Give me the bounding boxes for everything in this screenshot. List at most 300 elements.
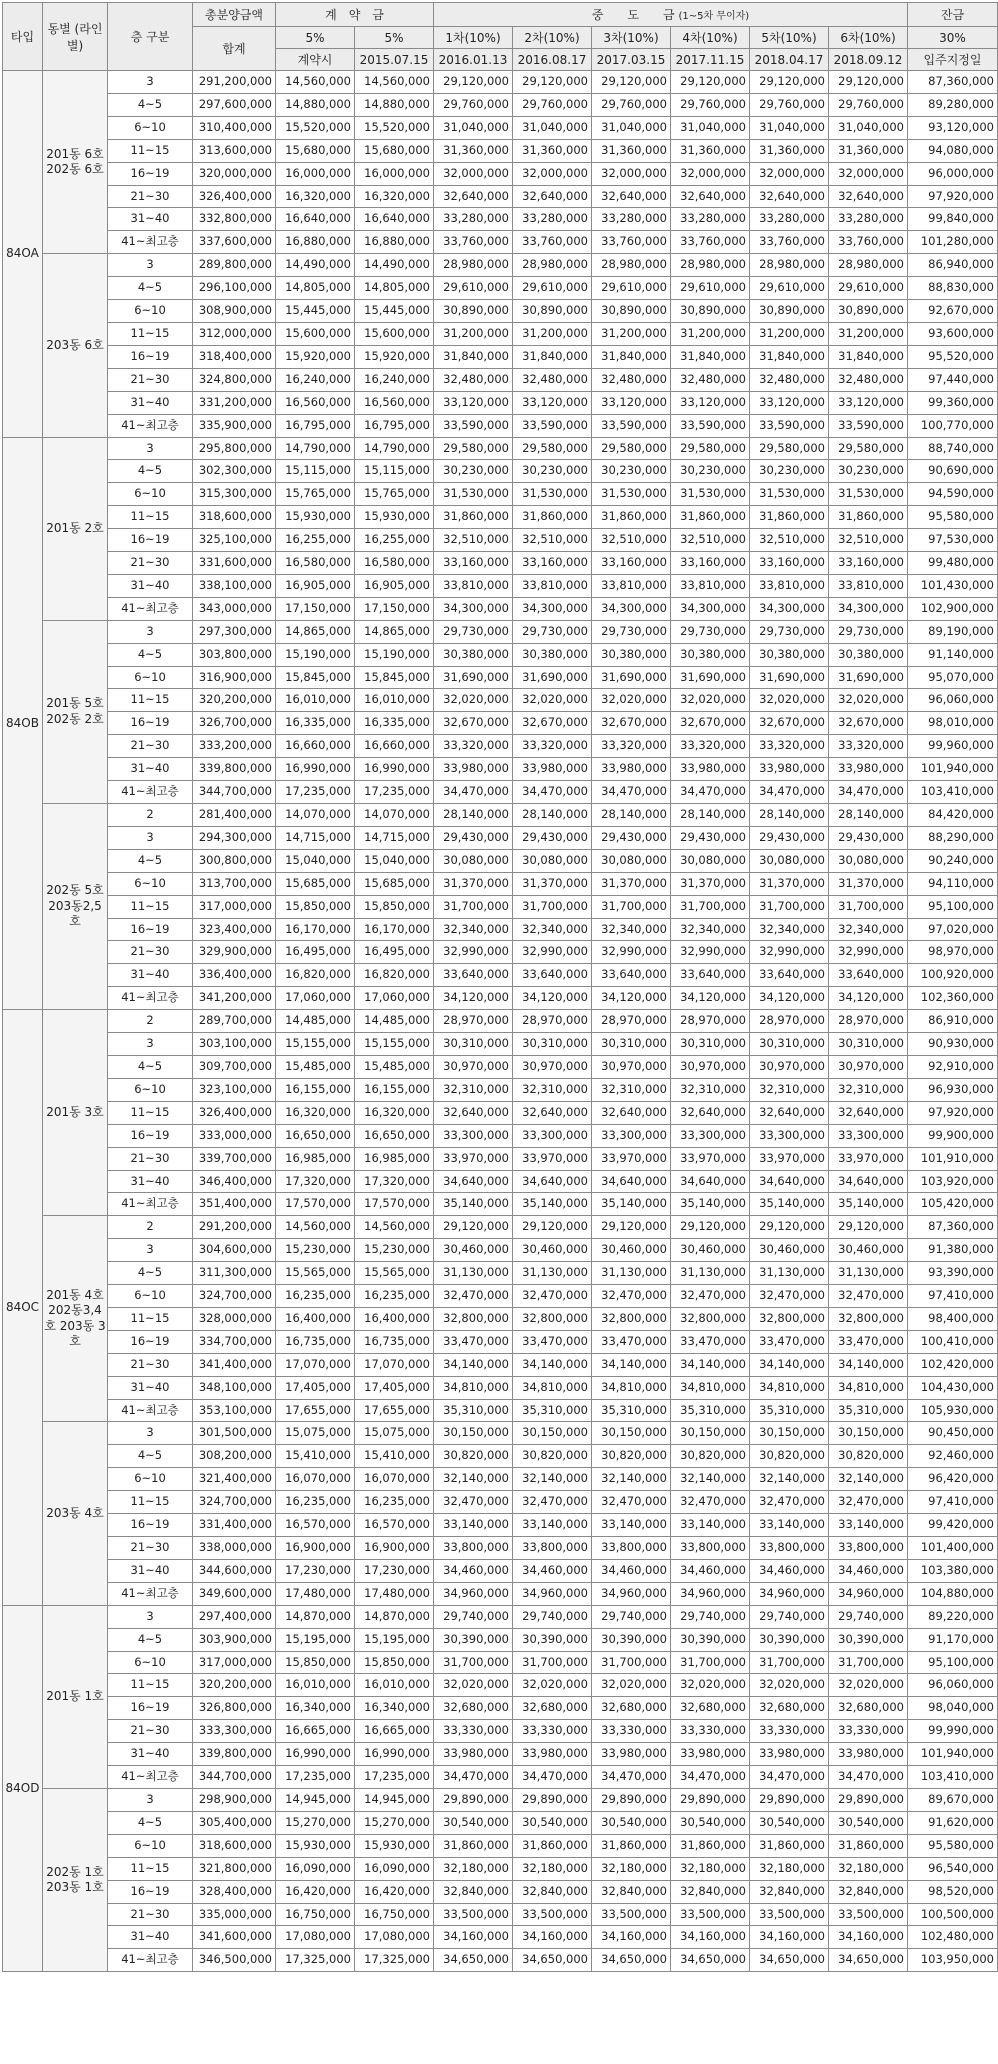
amount-cell: 32,020,000 <box>592 1674 671 1697</box>
amount-cell: 33,140,000 <box>750 1514 829 1537</box>
amount-cell: 33,800,000 <box>829 1537 908 1560</box>
amount-cell: 33,120,000 <box>829 391 908 414</box>
amount-cell: 15,930,000 <box>276 1834 355 1857</box>
amount-cell: 97,020,000 <box>908 918 998 941</box>
amount-cell: 333,000,000 <box>193 1124 276 1147</box>
amount-cell: 102,360,000 <box>908 987 998 1010</box>
amount-cell: 32,470,000 <box>434 1285 513 1308</box>
amount-cell: 97,440,000 <box>908 368 998 391</box>
header-interim-date: 2016.08.17 <box>513 49 592 71</box>
amount-cell: 34,470,000 <box>671 1766 750 1789</box>
amount-cell: 34,460,000 <box>513 1559 592 1582</box>
table-row <box>3 689 998 712</box>
amount-cell: 33,590,000 <box>513 414 592 437</box>
amount-cell: 29,580,000 <box>750 437 829 460</box>
amount-cell: 28,980,000 <box>513 254 592 277</box>
amount-cell: 17,570,000 <box>276 1193 355 1216</box>
amount-cell: 14,945,000 <box>355 1788 434 1811</box>
amount-cell: 91,140,000 <box>908 643 998 666</box>
amount-cell: 17,655,000 <box>276 1399 355 1422</box>
amount-cell: 35,140,000 <box>750 1193 829 1216</box>
amount-cell: 34,140,000 <box>829 1353 908 1376</box>
amount-cell: 30,460,000 <box>671 1239 750 1262</box>
amount-cell: 33,500,000 <box>750 1903 829 1926</box>
amount-cell: 33,970,000 <box>592 1147 671 1170</box>
amount-cell: 34,140,000 <box>671 1353 750 1376</box>
amount-cell: 341,600,000 <box>193 1926 276 1949</box>
amount-cell: 17,570,000 <box>355 1193 434 1216</box>
amount-cell: 33,800,000 <box>671 1537 750 1560</box>
amount-cell: 15,410,000 <box>276 1445 355 1468</box>
amount-cell: 31,130,000 <box>513 1262 592 1285</box>
amount-cell: 32,020,000 <box>829 1674 908 1697</box>
amount-cell: 32,840,000 <box>592 1880 671 1903</box>
amount-cell: 15,845,000 <box>355 666 434 689</box>
amount-cell: 32,840,000 <box>829 1880 908 1903</box>
amount-cell: 281,400,000 <box>193 804 276 827</box>
amount-cell: 34,160,000 <box>513 1926 592 1949</box>
amount-cell: 32,990,000 <box>434 941 513 964</box>
amount-cell: 33,280,000 <box>592 208 671 231</box>
header-interim-label: 4차(10%) <box>671 27 750 49</box>
amount-cell: 15,040,000 <box>355 849 434 872</box>
floor-cell: 6~10 <box>108 666 193 689</box>
amount-cell: 30,970,000 <box>671 1055 750 1078</box>
amount-cell: 33,330,000 <box>829 1720 908 1743</box>
amount-cell: 15,190,000 <box>276 643 355 666</box>
floor-cell: 21~30 <box>108 1147 193 1170</box>
amount-cell: 17,235,000 <box>355 1766 434 1789</box>
amount-cell: 32,340,000 <box>434 918 513 941</box>
building-cell: 201동 6호 202동 6호 <box>43 71 108 254</box>
amount-cell: 16,900,000 <box>355 1537 434 1560</box>
amount-cell: 29,890,000 <box>592 1788 671 1811</box>
floor-cell: 2 <box>108 1010 193 1033</box>
amount-cell: 30,230,000 <box>513 460 592 483</box>
amount-cell: 16,010,000 <box>276 1674 355 1697</box>
amount-cell: 28,140,000 <box>513 804 592 827</box>
table-row <box>3 1262 998 1285</box>
amount-cell: 33,980,000 <box>829 758 908 781</box>
amount-cell: 34,460,000 <box>434 1559 513 1582</box>
amount-cell: 15,930,000 <box>355 506 434 529</box>
amount-cell: 15,485,000 <box>355 1055 434 1078</box>
amount-cell: 33,140,000 <box>434 1514 513 1537</box>
amount-cell: 28,140,000 <box>671 804 750 827</box>
amount-cell: 34,960,000 <box>829 1582 908 1605</box>
floor-cell: 6~10 <box>108 300 193 323</box>
amount-cell: 33,970,000 <box>750 1147 829 1170</box>
floor-cell: 11~15 <box>108 322 193 345</box>
amount-cell: 30,310,000 <box>829 1033 908 1056</box>
table-row <box>3 1078 998 1101</box>
floor-cell: 11~15 <box>108 1307 193 1330</box>
amount-cell: 305,400,000 <box>193 1811 276 1834</box>
amount-cell: 33,160,000 <box>829 552 908 575</box>
amount-cell: 331,200,000 <box>193 391 276 414</box>
amount-cell: 34,140,000 <box>513 1353 592 1376</box>
amount-cell: 96,060,000 <box>908 689 998 712</box>
amount-cell: 33,120,000 <box>513 391 592 414</box>
amount-cell: 100,920,000 <box>908 964 998 987</box>
amount-cell: 14,560,000 <box>276 71 355 94</box>
table-row <box>3 1811 998 1834</box>
amount-cell: 16,235,000 <box>355 1491 434 1514</box>
amount-cell: 16,905,000 <box>355 574 434 597</box>
amount-cell: 33,640,000 <box>592 964 671 987</box>
amount-cell: 17,480,000 <box>276 1582 355 1605</box>
amount-cell: 31,690,000 <box>671 666 750 689</box>
amount-cell: 17,405,000 <box>276 1376 355 1399</box>
amount-cell: 34,470,000 <box>592 781 671 804</box>
amount-cell: 14,490,000 <box>276 254 355 277</box>
amount-cell: 32,340,000 <box>513 918 592 941</box>
table-row <box>3 1628 998 1651</box>
amount-cell: 33,760,000 <box>513 231 592 254</box>
amount-cell: 31,700,000 <box>592 1651 671 1674</box>
table-row <box>3 1766 998 1789</box>
amount-cell: 95,070,000 <box>908 666 998 689</box>
amount-cell: 15,155,000 <box>276 1033 355 1056</box>
amount-cell: 28,980,000 <box>671 254 750 277</box>
amount-cell: 31,700,000 <box>829 1651 908 1674</box>
amount-cell: 15,230,000 <box>355 1239 434 1262</box>
amount-cell: 28,970,000 <box>750 1010 829 1033</box>
amount-cell: 31,840,000 <box>434 345 513 368</box>
amount-cell: 34,120,000 <box>829 987 908 1010</box>
amount-cell: 338,100,000 <box>193 574 276 597</box>
table-row <box>3 597 998 620</box>
amount-cell: 34,960,000 <box>513 1582 592 1605</box>
amount-cell: 30,230,000 <box>829 460 908 483</box>
floor-cell: 21~30 <box>108 1353 193 1376</box>
amount-cell: 28,140,000 <box>434 804 513 827</box>
amount-cell: 15,930,000 <box>276 506 355 529</box>
amount-cell: 16,090,000 <box>355 1857 434 1880</box>
floor-cell: 3 <box>108 71 193 94</box>
amount-cell: 16,340,000 <box>355 1697 434 1720</box>
header-type: 타입 <box>3 3 43 71</box>
amount-cell: 291,200,000 <box>193 71 276 94</box>
amount-cell: 86,940,000 <box>908 254 998 277</box>
floor-cell: 31~40 <box>108 964 193 987</box>
amount-cell: 15,600,000 <box>355 322 434 345</box>
amount-cell: 14,485,000 <box>276 1010 355 1033</box>
amount-cell: 16,990,000 <box>276 1743 355 1766</box>
amount-cell: 33,590,000 <box>671 414 750 437</box>
amount-cell: 344,600,000 <box>193 1559 276 1582</box>
amount-cell: 31,700,000 <box>671 1651 750 1674</box>
floor-cell: 3 <box>108 620 193 643</box>
table-row <box>3 964 998 987</box>
amount-cell: 310,400,000 <box>193 116 276 139</box>
amount-cell: 33,980,000 <box>434 1743 513 1766</box>
floor-cell: 4~5 <box>108 460 193 483</box>
amount-cell: 31,130,000 <box>592 1262 671 1285</box>
amount-cell: 90,690,000 <box>908 460 998 483</box>
amount-cell: 32,510,000 <box>592 529 671 552</box>
floor-cell: 4~5 <box>108 1445 193 1468</box>
amount-cell: 32,180,000 <box>750 1857 829 1880</box>
table-row <box>3 1147 998 1170</box>
floor-cell: 4~5 <box>108 643 193 666</box>
amount-cell: 30,080,000 <box>671 849 750 872</box>
amount-cell: 33,800,000 <box>513 1537 592 1560</box>
table-row <box>3 1697 998 1720</box>
header-interim-date: 2018.09.12 <box>829 49 908 71</box>
amount-cell: 32,020,000 <box>750 1674 829 1697</box>
amount-cell: 29,580,000 <box>592 437 671 460</box>
amount-cell: 16,255,000 <box>355 529 434 552</box>
amount-cell: 328,000,000 <box>193 1307 276 1330</box>
amount-cell: 28,140,000 <box>750 804 829 827</box>
table-row <box>3 1101 998 1124</box>
amount-cell: 30,970,000 <box>829 1055 908 1078</box>
floor-cell: 4~5 <box>108 1811 193 1834</box>
amount-cell: 34,810,000 <box>750 1376 829 1399</box>
table-row <box>3 666 998 689</box>
amount-cell: 33,970,000 <box>671 1147 750 1170</box>
amount-cell: 34,160,000 <box>829 1926 908 1949</box>
floor-cell: 11~15 <box>108 1857 193 1880</box>
building-cell: 201동 3호 <box>43 1010 108 1216</box>
building-cell: 201동 5호 202동 2호 <box>43 620 108 803</box>
amount-cell: 14,715,000 <box>355 826 434 849</box>
amount-cell: 31,360,000 <box>829 139 908 162</box>
amount-cell: 16,560,000 <box>276 391 355 414</box>
amount-cell: 17,325,000 <box>355 1949 434 1972</box>
amount-cell: 31,530,000 <box>829 483 908 506</box>
amount-cell: 32,140,000 <box>513 1468 592 1491</box>
amount-cell: 33,300,000 <box>671 1124 750 1147</box>
amount-cell: 33,300,000 <box>750 1124 829 1147</box>
amount-cell: 30,890,000 <box>592 300 671 323</box>
amount-cell: 16,735,000 <box>276 1330 355 1353</box>
amount-cell: 32,470,000 <box>592 1491 671 1514</box>
amount-cell: 93,390,000 <box>908 1262 998 1285</box>
floor-cell: 21~30 <box>108 552 193 575</box>
amount-cell: 29,730,000 <box>434 620 513 643</box>
amount-cell: 96,000,000 <box>908 162 998 185</box>
amount-cell: 33,810,000 <box>750 574 829 597</box>
amount-cell: 14,070,000 <box>355 804 434 827</box>
amount-cell: 34,300,000 <box>750 597 829 620</box>
amount-cell: 15,115,000 <box>355 460 434 483</box>
amount-cell: 33,590,000 <box>592 414 671 437</box>
amount-cell: 34,810,000 <box>434 1376 513 1399</box>
amount-cell: 33,760,000 <box>750 231 829 254</box>
amount-cell: 16,400,000 <box>276 1307 355 1330</box>
amount-cell: 300,800,000 <box>193 849 276 872</box>
table-row <box>3 368 998 391</box>
amount-cell: 15,230,000 <box>276 1239 355 1262</box>
amount-cell: 15,565,000 <box>276 1262 355 1285</box>
amount-cell: 33,980,000 <box>592 758 671 781</box>
amount-cell: 343,000,000 <box>193 597 276 620</box>
amount-cell: 29,120,000 <box>434 71 513 94</box>
amount-cell: 30,230,000 <box>434 460 513 483</box>
building-cell: 202동 1호 203동 1호 <box>43 1788 108 1971</box>
amount-cell: 30,820,000 <box>750 1445 829 1468</box>
amount-cell: 30,230,000 <box>671 460 750 483</box>
amount-cell: 31,040,000 <box>592 116 671 139</box>
amount-cell: 35,310,000 <box>513 1399 592 1422</box>
amount-cell: 33,980,000 <box>434 758 513 781</box>
floor-cell: 16~19 <box>108 918 193 941</box>
amount-cell: 341,400,000 <box>193 1353 276 1376</box>
amount-cell: 33,810,000 <box>434 574 513 597</box>
amount-cell: 30,540,000 <box>671 1811 750 1834</box>
amount-cell: 16,880,000 <box>276 231 355 254</box>
table-body <box>3 71 998 1972</box>
floor-cell: 3 <box>108 437 193 460</box>
amount-cell: 32,020,000 <box>434 1674 513 1697</box>
amount-cell: 97,530,000 <box>908 529 998 552</box>
table-row <box>3 1720 998 1743</box>
amount-cell: 33,470,000 <box>592 1330 671 1353</box>
amount-cell: 32,340,000 <box>829 918 908 941</box>
header-balance-pct: 30% <box>908 27 998 49</box>
amount-cell: 99,840,000 <box>908 208 998 231</box>
amount-cell: 32,840,000 <box>671 1880 750 1903</box>
amount-cell: 32,480,000 <box>592 368 671 391</box>
floor-cell: 11~15 <box>108 139 193 162</box>
floor-cell: 41~최고층 <box>108 987 193 1010</box>
amount-cell: 15,685,000 <box>355 872 434 895</box>
amount-cell: 33,160,000 <box>671 552 750 575</box>
amount-cell: 33,140,000 <box>671 1514 750 1537</box>
amount-cell: 99,480,000 <box>908 552 998 575</box>
amount-cell: 29,740,000 <box>750 1605 829 1628</box>
amount-cell: 320,200,000 <box>193 1674 276 1697</box>
amount-cell: 92,670,000 <box>908 300 998 323</box>
amount-cell: 30,380,000 <box>750 643 829 666</box>
table-row <box>3 437 998 460</box>
table-row <box>3 1216 998 1239</box>
amount-cell: 89,670,000 <box>908 1788 998 1811</box>
amount-cell: 294,300,000 <box>193 826 276 849</box>
amount-cell: 16,750,000 <box>355 1903 434 1926</box>
amount-cell: 32,840,000 <box>750 1880 829 1903</box>
amount-cell: 103,410,000 <box>908 1766 998 1789</box>
amount-cell: 321,400,000 <box>193 1468 276 1491</box>
floor-cell: 41~최고층 <box>108 1949 193 1972</box>
floor-cell: 41~최고층 <box>108 781 193 804</box>
amount-cell: 34,120,000 <box>671 987 750 1010</box>
amount-cell: 33,800,000 <box>592 1537 671 1560</box>
amount-cell: 34,810,000 <box>592 1376 671 1399</box>
floor-cell: 21~30 <box>108 1720 193 1743</box>
amount-cell: 34,650,000 <box>513 1949 592 1972</box>
amount-cell: 14,805,000 <box>355 277 434 300</box>
amount-cell: 88,740,000 <box>908 437 998 460</box>
floor-cell: 41~최고층 <box>108 414 193 437</box>
amount-cell: 32,680,000 <box>750 1697 829 1720</box>
amount-cell: 17,655,000 <box>355 1399 434 1422</box>
amount-cell: 15,195,000 <box>355 1628 434 1651</box>
amount-cell: 33,470,000 <box>829 1330 908 1353</box>
amount-cell: 31,860,000 <box>829 1834 908 1857</box>
floor-cell: 31~40 <box>108 1926 193 1949</box>
amount-cell: 32,990,000 <box>592 941 671 964</box>
amount-cell: 33,330,000 <box>671 1720 750 1743</box>
amount-cell: 102,480,000 <box>908 1926 998 1949</box>
table-row <box>3 391 998 414</box>
floor-cell: 16~19 <box>108 1880 193 1903</box>
amount-cell: 34,300,000 <box>513 597 592 620</box>
floor-cell: 6~10 <box>108 1651 193 1674</box>
amount-cell: 32,670,000 <box>434 712 513 735</box>
amount-cell: 14,790,000 <box>276 437 355 460</box>
amount-cell: 34,140,000 <box>592 1353 671 1376</box>
amount-cell: 32,670,000 <box>750 712 829 735</box>
floor-cell: 31~40 <box>108 1376 193 1399</box>
floor-cell: 16~19 <box>108 1697 193 1720</box>
amount-cell: 32,640,000 <box>829 185 908 208</box>
table-row <box>3 804 998 827</box>
amount-cell: 32,020,000 <box>434 689 513 712</box>
amount-cell: 29,610,000 <box>434 277 513 300</box>
floor-cell: 3 <box>108 1422 193 1445</box>
amount-cell: 29,740,000 <box>671 1605 750 1628</box>
amount-cell: 32,180,000 <box>829 1857 908 1880</box>
amount-cell: 35,140,000 <box>513 1193 592 1216</box>
floor-cell: 41~최고층 <box>108 1582 193 1605</box>
amount-cell: 34,640,000 <box>513 1170 592 1193</box>
amount-cell: 15,155,000 <box>355 1033 434 1056</box>
amount-cell: 100,770,000 <box>908 414 998 437</box>
amount-cell: 16,320,000 <box>276 1101 355 1124</box>
amount-cell: 16,820,000 <box>276 964 355 987</box>
amount-cell: 30,540,000 <box>592 1811 671 1834</box>
amount-cell: 32,640,000 <box>434 1101 513 1124</box>
amount-cell: 346,400,000 <box>193 1170 276 1193</box>
amount-cell: 14,880,000 <box>276 93 355 116</box>
amount-cell: 302,300,000 <box>193 460 276 483</box>
amount-cell: 32,020,000 <box>513 1674 592 1697</box>
amount-cell: 326,800,000 <box>193 1697 276 1720</box>
amount-cell: 33,640,000 <box>513 964 592 987</box>
amount-cell: 34,300,000 <box>434 597 513 620</box>
amount-cell: 32,340,000 <box>750 918 829 941</box>
amount-cell: 32,670,000 <box>513 712 592 735</box>
amount-cell: 32,000,000 <box>513 162 592 185</box>
amount-cell: 16,320,000 <box>355 1101 434 1124</box>
amount-cell: 88,290,000 <box>908 826 998 849</box>
amount-cell: 33,590,000 <box>829 414 908 437</box>
amount-cell: 16,010,000 <box>276 689 355 712</box>
amount-cell: 298,900,000 <box>193 1788 276 1811</box>
amount-cell: 297,300,000 <box>193 620 276 643</box>
amount-cell: 33,980,000 <box>750 758 829 781</box>
amount-cell: 31,860,000 <box>750 506 829 529</box>
amount-cell: 32,680,000 <box>829 1697 908 1720</box>
amount-cell: 33,980,000 <box>671 758 750 781</box>
amount-cell: 16,560,000 <box>355 391 434 414</box>
amount-cell: 16,640,000 <box>355 208 434 231</box>
amount-cell: 34,470,000 <box>671 781 750 804</box>
amount-cell: 16,235,000 <box>276 1285 355 1308</box>
amount-cell: 353,100,000 <box>193 1399 276 1422</box>
amount-cell: 34,300,000 <box>592 597 671 620</box>
amount-cell: 34,120,000 <box>434 987 513 1010</box>
amount-cell: 16,660,000 <box>355 735 434 758</box>
amount-cell: 320,000,000 <box>193 162 276 185</box>
amount-cell: 31,700,000 <box>829 895 908 918</box>
amount-cell: 32,800,000 <box>513 1307 592 1330</box>
amount-cell: 32,680,000 <box>513 1697 592 1720</box>
amount-cell: 95,100,000 <box>908 895 998 918</box>
